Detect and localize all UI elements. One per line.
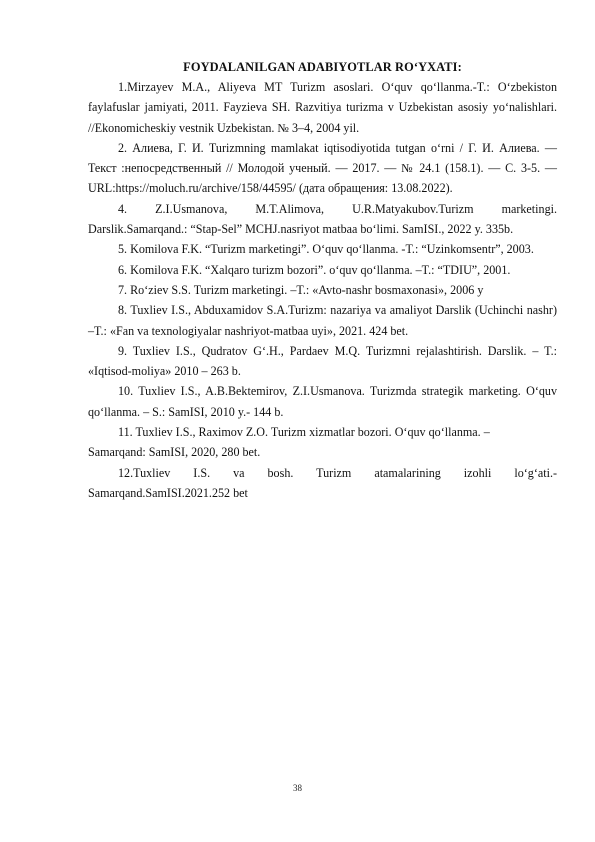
reference-list — [88, 77, 557, 503]
reference-item: 2. Алиева, Г. И. Turizmning mamlakat iqtisodiyotida tutgan o‘rni / Г. И. Алиева. — Текст :непосредственный // Молодой ученый. — 2017. — № 24.1 (158.1). — С. 3-5. — URL:https://moluch.ru/archive/158/44595/ (дата обращения: 13.08.2022). — [88, 140, 557, 196]
reference-item: 11. Tuxliev I.S., Raximov Z.O. Turizm xizmatlar bozori. O‘quv qo‘llanma. – — [118, 425, 490, 440]
reference-item: 9. Tuxliev I.S., Qudratov G‘.H., Pardaev M.Q. Turizmni rejalashtirish. Darslik. – T.: «Iqtisod-moliya» 2010 – 263 b. — [88, 343, 557, 379]
reference-item: 12.Tuxliev I.S. va bosh. Turizm atamalarining izohli lo‘g‘ati.-Samarqand.SamISI.2021.252 bet — [88, 465, 557, 500]
reference-item: 1.Mirzayev M.A., Aliyeva MT Turizm asoslari. O‘quv qo‘llanma.-T.: O‘zbekiston faylafuslar jamiyati, 2011. Fayzieva SH. Razvitiya turizma v Uzbekistan asosiy yo‘nalishlari. //Ekonomicheskiy vestnik Uzbekistan. № 3–4, 2004 yil. — [88, 80, 557, 135]
reference-item: 8. Tuxliev I.S., Abduxamidov S.A.Turizm: nazariya va amaliyot Darslik (Uchinchi nashr) –T.: «Fan va texnologiyalar nashriyot-matbaa uyi», 2021. 424 bet. — [88, 303, 557, 338]
reference-item: 6. Komilova F.K. “Xalqaro turizm bozori”. o‘quv qo‘llanma. –T.: “TDIU”, 2001. — [118, 262, 511, 277]
reference-item: 7. Ro‘ziev S.S. Turizm marketingi. –T.: «Avto-nashr bosmaxonasi», 2006 y — [118, 282, 484, 297]
reference-item: 5. Komilova F.K. “Turizm marketingi”. O‘quv qo‘llanma. -T.: “Uzinkomsentr”, 2003. — [118, 242, 534, 257]
page-title: FOYDALANILGAN ADABIYOTLAR RO‘YXATI: — [183, 60, 462, 74]
reference-item: 4. Z.I.Usmanova, M.T.Alimova, U.R.Matyakubov.Turizm marketingi. Darslik.Samarqand.: “Stap-Sel” MCHJ.nasriyot matbaa bo‘limi. SamISI., 2022 y. 335b. — [88, 201, 557, 237]
page-number: 38 — [293, 783, 302, 793]
reference-continuation: Samarqand: SamISI, 2020, 280 bet. — [88, 445, 261, 460]
reference-item: 10. Tuxliev I.S., A.B.Bektemirov, Z.I.Usmanova. Turizmda strategik marketing. O‘quv qo‘llanma. – S.: SamISI, 2010 y.- 144 b. — [88, 384, 557, 419]
